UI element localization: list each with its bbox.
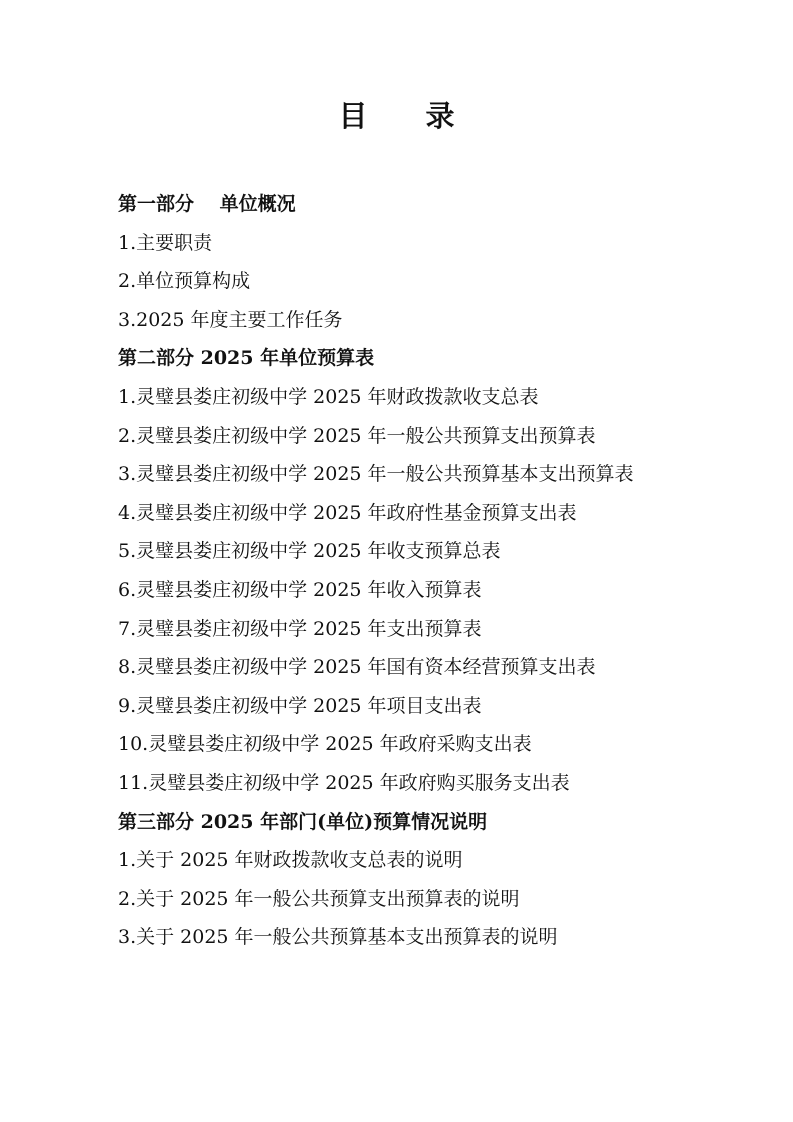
toc-section-1: 第一部分 单位概况: [118, 193, 296, 215]
toc-item: 1.主要职责: [118, 231, 213, 254]
toc-item: 2.关于 2025 年一般公共预算支出预算表的说明: [118, 887, 520, 910]
toc-item: 2.单位预算构成: [118, 270, 251, 293]
toc-item: 3.灵璧县娄庄初级中学 2025 年一般公共预算基本支出预算表: [118, 463, 634, 486]
toc-item: 5.灵璧县娄庄初级中学 2025 年收支预算总表: [118, 540, 501, 563]
toc-item: 3.关于 2025 年一般公共预算基本支出预算表的说明: [118, 926, 558, 949]
table-of-contents: [118, 185, 683, 957]
toc-item: 2.灵璧县娄庄初级中学 2025 年一般公共预算支出预算表: [118, 424, 596, 447]
page-title: 目 录: [338, 99, 479, 133]
toc-item: 11.灵璧县娄庄初级中学 2025 年政府购买服务支出表: [118, 771, 570, 794]
toc-item: 3.2025 年度主要工作任务: [118, 308, 343, 331]
toc-item: 7.灵璧县娄庄初级中学 2025 年支出预算表: [118, 617, 482, 640]
toc-item: 1.关于 2025 年财政拨款收支总表的说明: [118, 849, 463, 872]
toc-item: 1.灵璧县娄庄初级中学 2025 年财政拨款收支总表: [118, 385, 539, 408]
toc-item: 9.灵璧县娄庄初级中学 2025 年项目支出表: [118, 694, 482, 717]
toc-section-3: 第三部分 2025 年部门(单位)预算情况说明: [118, 810, 488, 833]
toc-item: 8.灵璧县娄庄初级中学 2025 年国有资本经营预算支出表: [118, 656, 596, 679]
toc-item: 4.灵璧县娄庄初级中学 2025 年政府性基金预算支出表: [118, 501, 577, 524]
toc-item: 10.灵璧县娄庄初级中学 2025 年政府采购支出表: [118, 733, 532, 756]
toc-section-2: 第二部分 2025 年单位预算表: [118, 347, 375, 370]
toc-item: 6.灵璧县娄庄初级中学 2025 年收入预算表: [118, 578, 482, 601]
